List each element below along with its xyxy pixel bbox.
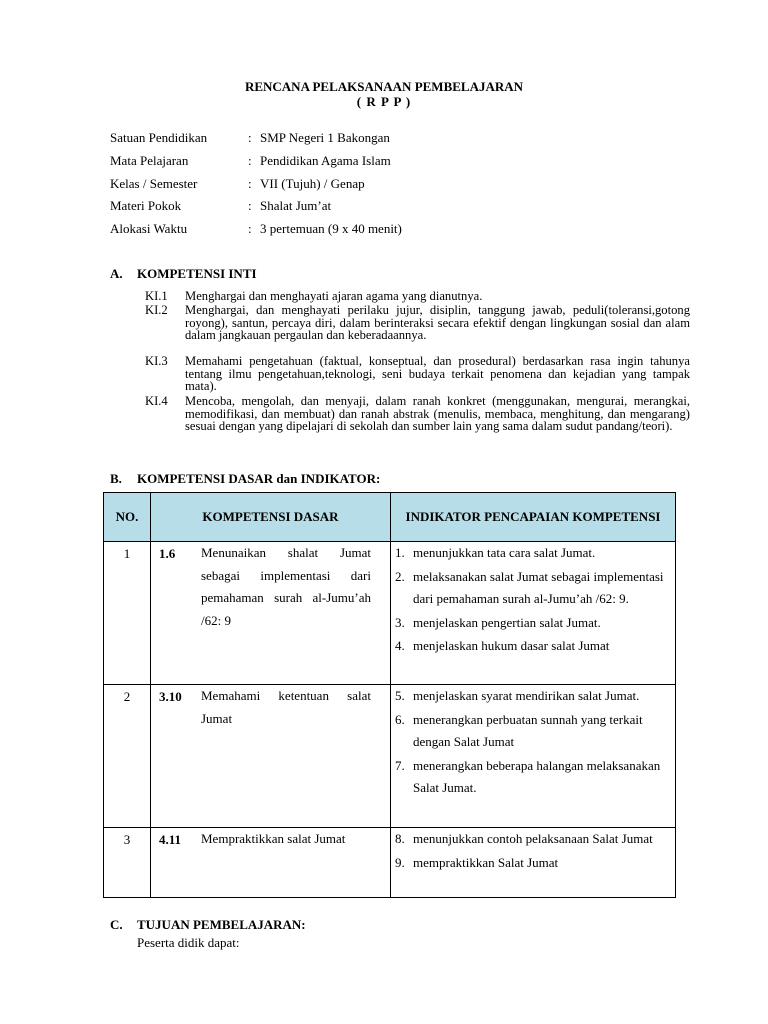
info-value: SMP Negeri 1 Bakongan	[260, 130, 390, 145]
ki-item	[145, 395, 690, 433]
indicator-item	[395, 635, 671, 658]
kd-code: 1.6	[159, 546, 176, 561]
indicator-text: menjelaskan hukum dasar salat Jumat	[413, 638, 610, 653]
indicator-text: menjelaskan syarat mendirikan salat Jumat.	[413, 688, 640, 703]
section-title: KOMPETENSI DASAR dan INDIKATOR:	[137, 471, 381, 486]
ki-text: Mencoba, mengolah, dan menyaji, dalam ranah konkret (menggunakan, mengurai, merangkai, memodifikasi, dan membuat) dan ranah abstrak (menulis, membaca, menghitung, dan mengarang) sesuai dengan yang dipelajari di sekolah dan sumber lain yang sama dalam sudut pandang/teori).	[185, 394, 690, 433]
kd-cell	[151, 828, 391, 898]
section-c-intro: Peserta didik dapat:	[137, 935, 240, 950]
indicator-item	[395, 685, 671, 708]
info-label: Alokasi Waktu	[110, 221, 188, 236]
header-indikator: INDIKATOR PENCAPAIAN KOMPETENSI	[391, 493, 676, 542]
indicator-item	[395, 612, 671, 635]
row-number: 2	[104, 685, 151, 828]
ki-item	[145, 304, 690, 342]
indicator-text: mempraktikkan Salat Jumat	[413, 854, 559, 870]
info-label: Kelas / Semester	[110, 176, 198, 191]
section-title: KOMPETENSI INTI	[137, 266, 257, 281]
header-kompetensi-dasar: KOMPETENSI DASAR	[151, 493, 391, 542]
indicator-item	[395, 566, 671, 611]
indicator-item	[395, 755, 671, 800]
section-c-heading	[110, 917, 306, 933]
indicator-item	[395, 852, 671, 875]
ki-text: Menghargai dan menghayati ajaran agama yang dianutnya.	[185, 289, 483, 303]
kd-text: Menunaikan shalat Jumat sebagai implementasi dari pemahaman surah al-Jumu’ah /62: 9	[201, 545, 371, 628]
table-row	[104, 685, 676, 828]
indicator-cell	[391, 828, 676, 898]
ki-code: KI.3	[145, 354, 168, 368]
ki-item	[145, 290, 690, 303]
info-label: Satuan Pendidikan	[110, 130, 208, 145]
indicator-text: menerangkan beberapa halangan melaksanakan Salat Jumat.	[413, 757, 661, 795]
info-label: Materi Pokok	[110, 198, 182, 213]
section-a-heading	[110, 266, 257, 282]
kd-code: 4.11	[159, 832, 182, 847]
info-colon: :	[248, 221, 252, 236]
kd-table	[103, 492, 676, 898]
info-value: VII (Tujuh) / Genap	[260, 176, 365, 191]
indicator-number: 9.	[395, 854, 405, 870]
indicator-text: melaksanakan salat Jumat sebagai implementasi dari pemahaman surah al-Jumu’ah /62: 9.	[413, 568, 664, 606]
row-number: 3	[104, 828, 151, 898]
info-value: 3 pertemuan (9 x 40 menit)	[260, 221, 402, 236]
ki-item	[145, 355, 690, 393]
indicator-cell	[391, 542, 676, 685]
info-value: Shalat Jum’at	[260, 198, 332, 213]
info-colon: :	[248, 176, 252, 191]
ki-code: KI.4	[145, 394, 168, 408]
info-label: Mata Pelajaran	[110, 153, 189, 168]
indicator-text: menunjukkan contoh pelaksanaan Salat Jumat	[413, 831, 653, 846]
indicator-item	[395, 828, 671, 851]
info-colon: :	[248, 198, 252, 213]
indicator-item	[395, 542, 671, 565]
indicator-cell	[391, 685, 676, 828]
table-header-row	[104, 493, 676, 542]
indicator-number: 1.	[395, 545, 405, 560]
header-no: NO.	[104, 493, 151, 542]
indicator-text: menunjukkan tata cara salat Jumat.	[413, 545, 596, 560]
indicator-text: menerangkan perbuatan sunnah yang terkait dengan Salat Jumat	[413, 711, 643, 749]
kd-cell	[151, 542, 391, 685]
ki-code: KI.1	[145, 289, 168, 303]
section-b-heading	[110, 471, 380, 487]
indicator-number: 5.	[395, 688, 405, 703]
indicator-item	[395, 709, 671, 754]
table-row	[104, 828, 676, 898]
section-letter: A.	[110, 266, 123, 281]
row-number: 1	[104, 542, 151, 685]
kd-text: Mempraktikkan salat Jumat	[201, 831, 346, 846]
kd-cell	[151, 685, 391, 828]
indicator-number: 6.	[395, 711, 405, 727]
section-letter: B.	[110, 471, 122, 486]
section-title: TUJUAN PEMBELAJARAN:	[137, 917, 306, 932]
section-letter: C.	[110, 917, 123, 932]
ki-code: KI.2	[145, 303, 168, 317]
info-colon: :	[248, 130, 252, 145]
indicator-number: 7.	[395, 757, 405, 773]
indicator-number: 4.	[395, 638, 405, 653]
info-colon: :	[248, 153, 252, 168]
ki-text: Menghargai, dan menghayati perilaku jujur, disiplin, tanggung jawab, peduli(toleransi,gotong royong), santun, percaya diri, dalam berinteraksi secara efektif dengan lingkungan sosial dan alam dalam jangkauan pergaulan dan keberadaannya.	[185, 303, 690, 342]
ki-text: Memahami pengetahuan (faktual, konseptual, dan prosedural) berdasarkan rasa ingin tahunya tentang ilmu pengetahuan,teknologi, seni budaya terkait penomena dan kejadian yang tampak mata).	[185, 354, 690, 393]
table-row	[104, 542, 676, 685]
indicator-text: menjelaskan pengertian salat Jumat.	[413, 614, 601, 630]
indicator-number: 2.	[395, 568, 405, 584]
indicator-number: 3.	[395, 614, 405, 630]
kd-text: Memahami ketentuan salat Jumat	[201, 688, 371, 726]
kd-code: 3.10	[159, 689, 182, 704]
indicator-number: 8.	[395, 831, 405, 846]
document-title: RENCANA PELAKSANAAN PEMBELAJARAN	[244, 79, 524, 94]
document-subtitle: ( R P P )	[356, 94, 412, 109]
info-value: Pendidikan Agama Islam	[260, 153, 391, 168]
